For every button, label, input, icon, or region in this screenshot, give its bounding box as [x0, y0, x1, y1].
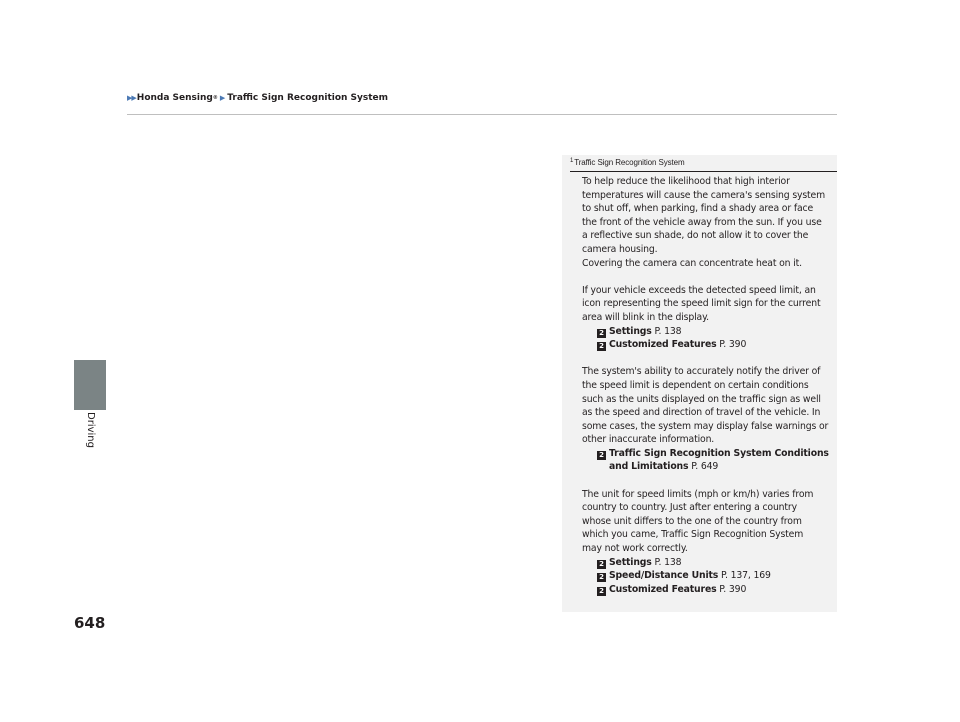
- note-line: other inaccurate information.: [582, 434, 715, 446]
- note-line: such as the units displayed on the traffic sign as well: [582, 393, 821, 405]
- note-line: Covering the camera can concentrate heat on it.: [582, 257, 802, 269]
- reference-arrow-icon: 2: [597, 342, 606, 351]
- reference-arrow-icon: 2: [597, 451, 606, 460]
- reference-arrow-icon: 2: [597, 587, 606, 596]
- note-line: some cases, the system may display false warnings or: [582, 420, 829, 432]
- note-line: To help reduce the likelihood that high interior: [582, 176, 790, 187]
- note-title-rule: [570, 171, 837, 172]
- header-rule: [127, 114, 837, 115]
- chapter-label: Driving: [85, 412, 96, 448]
- breadcrumb-current: Traffic Sign Recognition System: [227, 93, 389, 103]
- note-line: the front of the vehicle away from the sun. If you use: [582, 216, 822, 228]
- breadcrumb-arrow-icon: ▶▶: [127, 94, 136, 102]
- note-line: camera housing.: [582, 243, 658, 255]
- ref-conditions-link-cont[interactable]: and Limitations P. 649: [609, 461, 719, 473]
- ref-customized-features-link-2[interactable]: 2 Customized Features P. 390: [582, 583, 832, 597]
- note-line: may not work correctly.: [582, 543, 688, 555]
- note-line: icon representing the speed limit sign for the current: [582, 298, 821, 310]
- note-body: [582, 175, 832, 596]
- page-number: 648: [74, 614, 106, 632]
- note-title: [570, 158, 685, 167]
- note-line: The unit for speed limits (mph or km/h) varies from: [582, 488, 814, 500]
- note-line: whose unit differs to the one of the country from: [582, 515, 802, 527]
- breadcrumb-separator-icon: ▶: [219, 94, 226, 102]
- chapter-tab[interactable]: [74, 360, 106, 410]
- ref-settings-link-2[interactable]: 2 Settings P. 138: [582, 556, 832, 570]
- note-number: 1: [570, 158, 574, 164]
- breadcrumb: [127, 93, 388, 103]
- note-line: as the speed and direction of travel of the vehicle. In: [582, 407, 821, 419]
- note-line: which you came, Traffic Sign Recognition System: [582, 529, 804, 541]
- breadcrumb-section[interactable]: Honda Sensing: [136, 93, 213, 103]
- note-line: If your vehicle exceeds the detected speed limit, an: [582, 284, 816, 296]
- ref-speed-distance-units-link[interactable]: 2 Speed/Distance Units P. 137, 169: [582, 569, 832, 583]
- ref-settings-link[interactable]: 2 Settings P. 138: [582, 325, 832, 339]
- ref-customized-features-link[interactable]: 2 Customized Features P. 390: [582, 338, 832, 352]
- note-line: to shut off, when parking, find a shady area or face: [582, 203, 814, 215]
- note-box: [562, 155, 837, 612]
- reference-arrow-icon: 2: [597, 560, 606, 569]
- registered-mark: ®: [212, 95, 218, 101]
- reference-arrow-icon: 2: [597, 329, 606, 338]
- note-line: the speed limit is dependent on certain conditions: [582, 379, 809, 391]
- ref-conditions-link[interactable]: 2 Traffic Sign Recognition System Conditions: [582, 447, 832, 461]
- reference-arrow-icon: 2: [597, 573, 606, 582]
- note-line: area will blink in the display.: [582, 311, 709, 323]
- note-line: country to country. Just after entering a country: [582, 502, 797, 514]
- note-line: The system's ability to accurately notify the driver of: [582, 366, 821, 378]
- note-title-text: Traffic Sign Recognition System: [574, 158, 685, 167]
- note-line: temperatures will cause the camera's sensing system: [582, 189, 826, 201]
- note-line: a reflective sun shade, do not allow it to cover the: [582, 230, 809, 242]
